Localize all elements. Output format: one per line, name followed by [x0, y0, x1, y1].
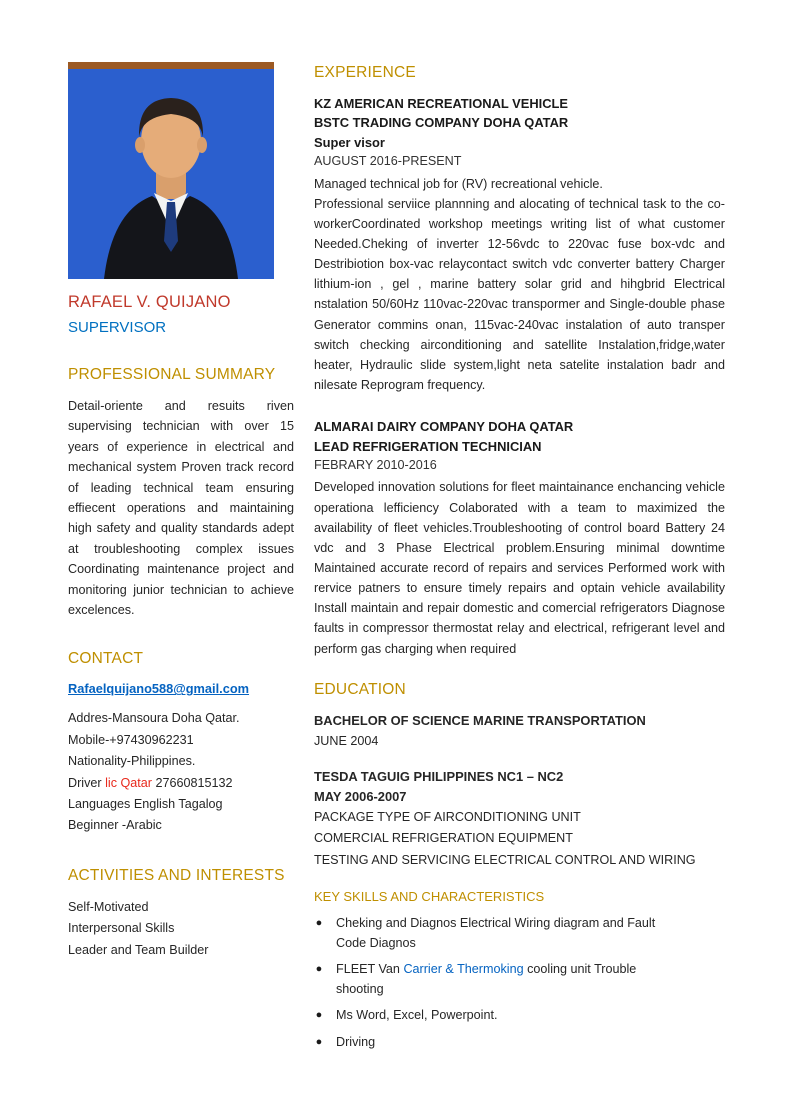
job2-company: ALMARAI DAIRY COMPANY DOHA QATAR	[314, 419, 574, 435]
job1-description: Professional serviice plannning and alocating of technical task to the co-workerCoordinated workshop meetings writing list of what customer Needed.Cheking of inverter 12-56vdc to 220vac fuse box-vdc and Destribiotion box-vac relaycontact switch vdc converter battery Charger lithium-ion , gel , marine battery solar grid and hihgbrid Electrical nstalation 50/60Hz 110vac-220vac transpormer and Single-double phase Generator commins onan, 115vac-240vac instalation of auto transper switch checking airconditioning and satellite Instalation,fridge,water heater, Hydraulic slide system,light neta satelite instalation badr and nilesate Reprogram frequency.	[314, 196, 725, 392]
skill-text	[336, 960, 666, 999]
experience-heading: EXPERIENCE	[314, 64, 416, 81]
contact-driver-license	[68, 773, 294, 794]
skill-text: Ms Word, Excel, Powerpoint.	[336, 1008, 498, 1023]
summary-text: Detail-oriente and resuits riven supervising technician with over 15 years of experience in electrical and mechanical system Proven track record of leading technical team ensuring effiecent operations and maintaining high safety and quality standards adept at troubleshooting complex issues Coordinating maintenance project and monitoring junior technician to achieve excelences.	[68, 399, 294, 617]
contact-address: Addres-Mansoura Doha Qatar.	[68, 711, 240, 726]
bullet-icon: ●	[315, 917, 323, 929]
skill-item	[314, 1006, 704, 1026]
portrait-placeholder-icon	[68, 69, 274, 279]
skill-item	[314, 1033, 704, 1053]
job2-role: LEAD REFRIGERATION TECHNICIAN	[314, 438, 542, 454]
cert-title: TESDA TAGUIG PHILIPPINES NC1 – NC2	[314, 768, 564, 784]
driver-license-highlight: lic Qatar	[105, 775, 152, 790]
activity-item: Leader and Team Builder	[68, 942, 209, 957]
activities-heading: ACTIVITIES AND INTERESTS	[68, 866, 285, 884]
person-title: SUPERVISOR	[68, 319, 167, 336]
activity-item: Self-Motivated	[68, 899, 149, 914]
skill-text-pre: FLEET Van	[336, 962, 404, 977]
experience-section	[314, 64, 725, 659]
summary-heading: PROFESSIONAL SUMMARY	[68, 366, 276, 383]
experience-job-2	[314, 417, 725, 659]
skill-item	[314, 960, 704, 999]
education-degree-block	[314, 711, 725, 751]
education-cert-block	[314, 767, 725, 871]
bullet-icon: ●	[315, 1009, 323, 1022]
bullet-icon: ●	[315, 1035, 323, 1048]
contact-language-level: Beginner -Arabic	[68, 818, 162, 833]
contact-mobile: Mobile-+97430962231	[68, 732, 194, 747]
email-link[interactable]: Rafaelquijano588@gmail.com	[68, 681, 250, 697]
education-section	[314, 681, 725, 871]
activity-item: Interpersonal Skills	[68, 921, 175, 936]
skills-heading: KEY SKILLS AND CHARACTERISTICS	[314, 889, 545, 904]
cert-date: MAY 2006-2007	[314, 788, 407, 804]
photo-top-bar	[68, 62, 274, 69]
cert-course: COMERCIAL REFRIGERATION EQUIPMENT	[314, 831, 573, 846]
degree-title: BACHELOR OF SCIENCE MARINE TRANSPORTATION	[314, 712, 646, 728]
job1-dates: AUGUST 2016-PRESENT	[314, 154, 462, 169]
experience-job-1	[314, 94, 725, 395]
left-column	[68, 62, 294, 1059]
portrait-image	[68, 69, 274, 279]
activities-section	[68, 867, 294, 961]
contact-section	[68, 650, 294, 836]
job2-dates: FEBRARY 2010-2016	[314, 457, 437, 472]
person-name: RAFAEL V. QUIJANO	[68, 293, 231, 311]
right-column	[314, 62, 725, 1059]
degree-date: JUNE 2004	[314, 733, 379, 748]
carrier-thermoking-link[interactable]: Carrier & Thermoking	[403, 962, 524, 977]
cert-course: PACKAGE TYPE OF AIRCONDITIONING UNIT	[314, 809, 581, 824]
skills-section	[314, 889, 725, 1052]
professional-summary-section	[68, 366, 294, 620]
skill-item	[314, 914, 704, 953]
skill-text: Driving	[336, 1034, 376, 1049]
contact-languages: Languages English Tagalog	[68, 796, 223, 811]
contact-nationality: Nationality-Philippines.	[68, 754, 196, 769]
skills-list	[314, 914, 704, 1052]
job1-company-line2: BSTC TRADING COMPANY DOHA QATAR	[314, 115, 569, 131]
job2-description: Developed innovation solutions for fleet maintainance enchancing vehicle operationa lefficiency Colaborated with a team to maximized the availability of fleet vehicles.Troubleshooting of control board Battery 24 vdc and 3 Phase Electrical problem.Ensuring minimal downtime Maintained accurate record of repairs and services Performed work with rervice patners to ensure timely repairs and optain vehicle availability Install maintain and repair domestic and comercial refrigerators Diagnose faults in compressor thermostat relay and electrical, refrigerant level and perform gas charging when required	[314, 480, 725, 656]
contact-heading: CONTACT	[68, 650, 144, 668]
driver-license-number: 27660815132	[151, 775, 233, 790]
bullet-icon: ●	[315, 963, 323, 976]
profile-photo	[68, 62, 274, 279]
skill-text: Cheking and Diagnos Electrical Wiring diagram and Fault Code Diagnos	[336, 916, 656, 950]
skill-text-post: cooling unit Trouble shooting	[336, 962, 637, 996]
job1-company-line1: KZ AMERICAN RECREATIONAL VEHICLE	[314, 96, 568, 111]
job1-intro: Managed technical job for (RV) recreational vehicle.	[314, 176, 603, 191]
driver-label: Driver	[68, 775, 106, 790]
job1-role: Super visor	[314, 134, 385, 150]
education-heading: EDUCATION	[314, 680, 406, 698]
cert-course: TESTING AND SERVICING ELECTRICAL CONTROL AND WIRING	[314, 852, 696, 867]
